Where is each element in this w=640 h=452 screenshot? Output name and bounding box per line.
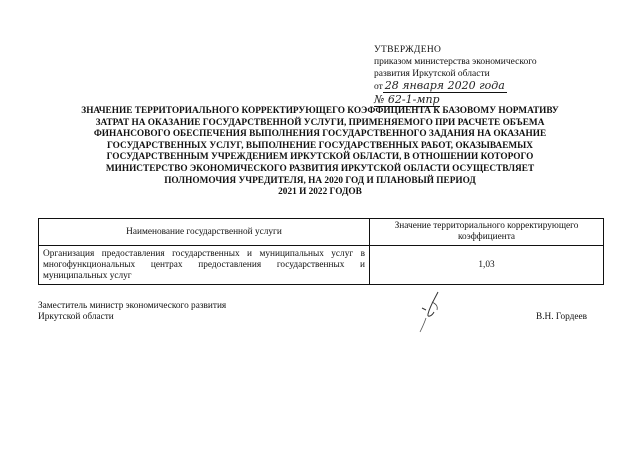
handwritten-date: 28 января 2020 года (384, 79, 505, 92)
coefficient-table (38, 218, 604, 285)
approval-date-line (374, 80, 604, 93)
table-row (39, 246, 604, 285)
header-service-name: Наименование государственной услуги (39, 219, 370, 246)
date-prefix: от (374, 82, 383, 92)
approval-line-1: приказом министерства экономического (374, 57, 537, 67)
service-name-cell: Организация предоставления государственных и муниципальных услуг в многофункциональных центрах предоставления государственных и муниципальных услуг (39, 246, 370, 285)
table-header-row (39, 219, 604, 246)
title-line: ЗНАЧЕНИЕ ТЕРРИТОРИАЛЬНОГО КОРРЕКТИРУЮЩЕГО КОЭФФИЦИЕНТА К БАЗОВОМУ НОРМАТИВУ (81, 106, 559, 116)
document-title (30, 106, 610, 199)
signer-position-line-1: Заместитель министр экономического развития (38, 301, 227, 311)
title-line: ГОСУДАРСТВЕННЫХ УСЛУГ, ВЫПОЛНЕНИЕ ГОСУДАРСТВЕННЫХ РАБОТ, ОКАЗЫВАЕМЫХ (106, 140, 534, 151)
approval-line-2: развития Иркутской области (374, 69, 490, 79)
title-line: ГОСУДАРСТВЕННЫМ УЧРЕЖДЕНИЕМ ИРКУТСКОЙ ОБЛАСТИ, В ОТНОШЕНИИ КОТОРОГО (106, 152, 534, 163)
title-line: ЗАТРАТ НА ОКАЗАНИЕ ГОСУДАРСТВЕННОЙ УСЛУГИ, ПРИМЕНЯЕМОГО ПРИ РАСЧЕТЕ ОБЪЕМА (95, 117, 545, 128)
coefficient-value-cell: 1,03 (370, 246, 604, 285)
signer-name: В.Н. Гордеев (536, 312, 587, 322)
handwritten-number: № 62-1-мпр (374, 93, 440, 106)
title-line: ФИНАНСОВОГО ОБЕСПЕЧЕНИЯ ВЫПОЛНЕНИЯ ГОСУДАРСТВЕННОГО ЗАДАНИЯ НА ОКАЗАНИЕ (93, 129, 547, 140)
signer-position-line-2: Иркутской области (38, 312, 114, 322)
signer-position (38, 301, 226, 323)
approval-heading: УТВЕРЖДЕНО (374, 45, 442, 55)
title-line: ПОЛНОМОЧИЯ УЧРЕДИТЕЛЯ, НА 2020 ГОД И ПЛАНОВЫЙ ПЕРИОД (164, 175, 476, 186)
header-coefficient-value: Значение территориального корректирующего коэффициента (370, 219, 604, 246)
title-line: 2021 И 2022 ГОДОВ (278, 187, 362, 198)
approval-block (374, 44, 604, 107)
handwritten-signature-mark (408, 288, 452, 334)
title-line: МИНИСТЕРСТВО ЭКОНОМИЧЕСКОГО РАЗВИТИЯ ИРКУТСКОЙ ОБЛАСТИ ОСУЩЕСТВЛЯЕТ (105, 163, 535, 174)
